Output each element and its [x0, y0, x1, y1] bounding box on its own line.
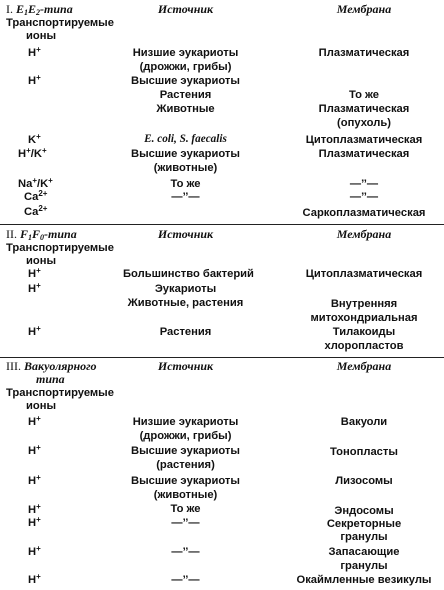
source-cell: Растения — [159, 326, 212, 338]
section-divider — [0, 224, 444, 225]
membrane-cell: То же — [348, 89, 380, 101]
source-cell: Животные — [156, 103, 215, 115]
ion: K+ — [28, 132, 41, 146]
membrane-cell: Плазматическая — [318, 148, 410, 160]
ion: Na+/K+ — [18, 176, 53, 190]
membrane-cell: Лизосомы — [335, 475, 393, 487]
ions-label-2: ионы — [26, 30, 57, 42]
header-source: Источник — [157, 227, 214, 241]
ion: H+ — [28, 473, 41, 487]
membrane-cell: Тонопласты — [330, 446, 398, 458]
membrane-cell: Вакуоли — [340, 416, 388, 428]
ion: H+ — [28, 502, 41, 516]
section-divider — [0, 357, 444, 358]
source-cell: Большинство бактерий — [123, 268, 254, 280]
source-cell: Животные, растения — [127, 297, 244, 309]
source-cell: То же — [170, 503, 201, 515]
ions-label: Транспортируемые — [6, 242, 114, 254]
membrane-cell: Цитоплазматическая — [305, 268, 423, 280]
source-cell: —’’— — [171, 546, 200, 558]
source-cell: (дрожжи, грибы) — [139, 430, 232, 442]
membrane-cell: гранулы — [340, 560, 388, 572]
membrane-cell: Окаймленные везикулы — [296, 574, 432, 586]
header-membrane: Мембрана — [336, 227, 392, 241]
ions-label: Транспортируемые — [6, 17, 114, 29]
source-cell: То же — [170, 178, 201, 190]
membrane-cell: Секреторные — [326, 518, 402, 530]
membrane-cell: —’’— — [349, 191, 379, 203]
ion: H+ — [28, 73, 41, 87]
ion: H+ — [28, 324, 41, 338]
source-cell: (животные) — [153, 162, 218, 174]
membrane-cell: —’’— — [349, 178, 379, 190]
source-cell: (животные) — [153, 489, 218, 501]
ion: H+ — [28, 281, 41, 295]
source-cell: Низшие эукариоты — [132, 47, 239, 59]
membrane-cell: Плазматическая — [318, 103, 410, 115]
source-cell: Высшие эукариоты — [131, 445, 240, 457]
ion: H+/K+ — [18, 146, 47, 160]
source-cell: —’’— — [171, 191, 200, 203]
ion: H+ — [28, 414, 41, 428]
source-cell: —’’— — [171, 517, 200, 529]
header-membrane: Мембрана — [336, 2, 392, 16]
ions-label: Транспортируемые — [6, 387, 114, 399]
header-membrane: Мембрана — [336, 359, 392, 373]
header-source: Источник — [157, 359, 214, 373]
membrane-cell: (опухоль) — [337, 117, 391, 129]
ion: H+ — [28, 45, 41, 59]
membrane-cell: Эндосомы — [334, 505, 394, 517]
membrane-cell: Внутренняя — [330, 298, 398, 310]
source-cell: E. coli, S. faecalis — [144, 133, 227, 145]
ion: H+ — [28, 544, 41, 558]
ions-label-2: ионы — [26, 400, 57, 412]
section-3-title: III. Вакуолярного — [6, 359, 97, 373]
ion: H+ — [28, 266, 41, 280]
source-cell: Растения — [159, 89, 212, 101]
ion: H+ — [28, 443, 41, 457]
membrane-cell: Саркоплазматическая — [302, 207, 426, 219]
membrane-cell: Запасающие — [328, 546, 400, 558]
membrane-cell: хлоропластов — [324, 340, 404, 352]
ion: H+ — [28, 515, 41, 529]
membrane-cell: Плазматическая — [318, 47, 410, 59]
header-source: Источник — [157, 2, 214, 16]
ion: H+ — [28, 572, 41, 586]
source-cell: Высшие эукариоты — [131, 475, 240, 487]
source-cell: Эукариоты — [154, 283, 217, 295]
source-cell: Высшие эукариоты — [131, 148, 240, 160]
source-cell: Низшие эукариоты — [132, 416, 239, 428]
section-3-title-2: типа — [36, 372, 65, 386]
membrane-cell: гранулы — [340, 531, 388, 543]
ion: $Ca^{2+}$ — [24, 204, 48, 218]
ion: $Ca^{2+}$ — [24, 189, 48, 203]
source-cell: (дрожжи, грибы) — [139, 61, 232, 73]
source-cell: Высшие эукариоты — [131, 75, 240, 87]
membrane-cell: Цитоплазматическая — [305, 134, 423, 146]
membrane-cell: митохондриальная — [310, 312, 418, 324]
section-1-title: I. $E_1E_2$-типа — [6, 2, 73, 17]
ions-label-2: ионы — [26, 255, 57, 267]
source-cell: (растения) — [156, 459, 215, 471]
source-cell: —’’— — [171, 574, 200, 586]
membrane-cell: Тилакоиды — [332, 326, 396, 338]
section-2-title: II. $F_1F_0$-типа — [6, 227, 77, 242]
